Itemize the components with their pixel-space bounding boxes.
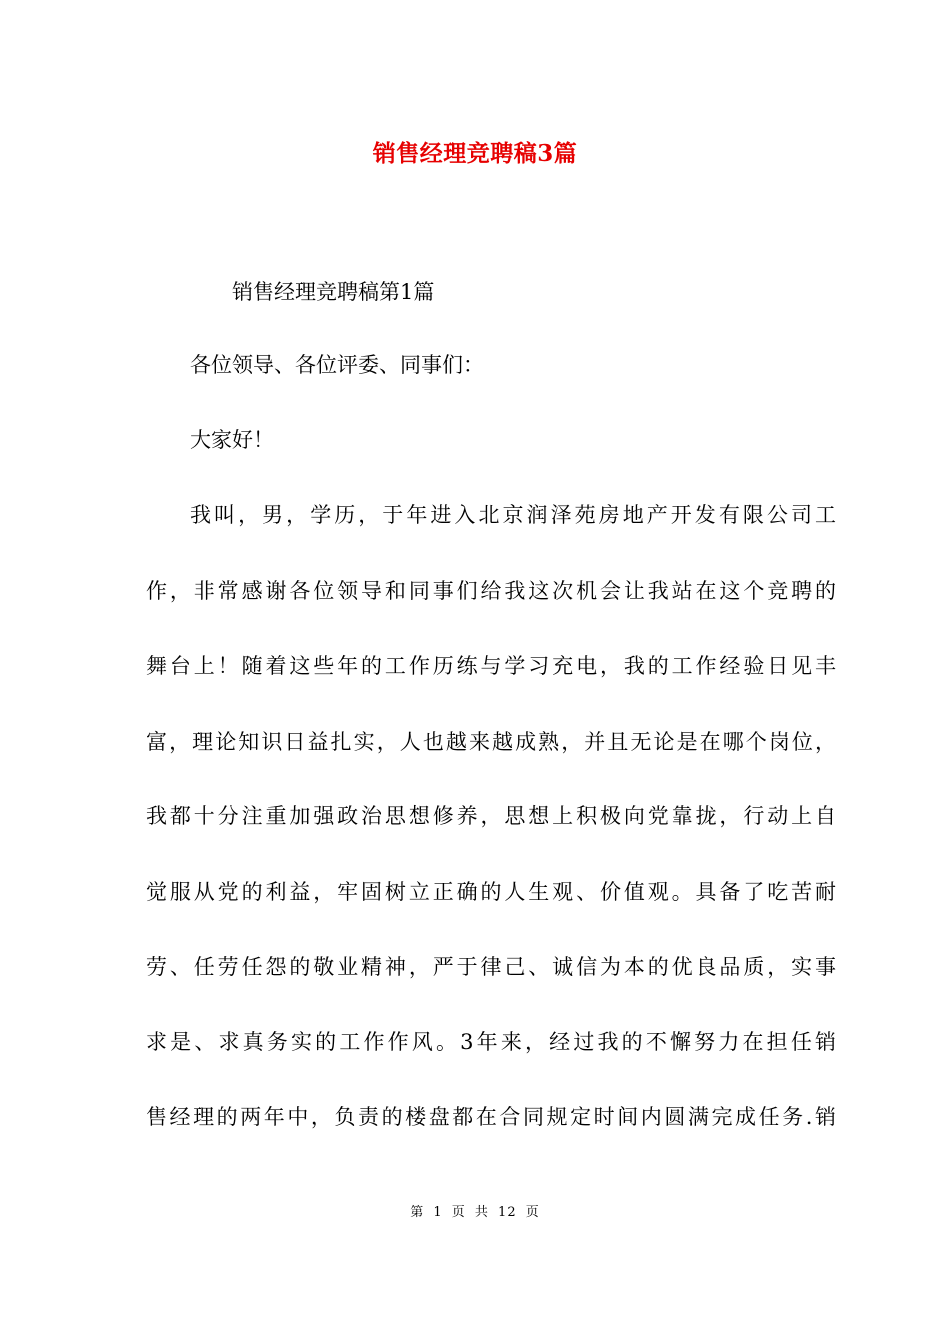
body-line: 作，非常感谢各位领导和同事们给我这次机会让我站在这个竞聘的 — [146, 579, 836, 603]
body-line: 我叫，男，学历，于年进入北京润泽苑房地产开发有限公司工 — [190, 503, 836, 527]
body-line: 觉服从党的利益，牢固树立正确的人生观、价值观。具备了吃苦耐 — [146, 880, 836, 904]
body-line: 求是、求真务实的工作作风。3年来，经过我的不懈努力在担任销 — [146, 1030, 836, 1054]
body-line: 舞台上！随着这些年的工作历练与学习充电，我的工作经验日见丰 — [146, 654, 836, 678]
greeting-paragraph: 大家好！ — [190, 428, 274, 452]
body-line: 我都十分注重加强政治思想修养，思想上积极向党靠拢，行动上自 — [146, 804, 836, 828]
document-title: 销售经理竞聘稿3篇 — [372, 140, 578, 167]
salutation-paragraph: 各位领导、各位评委、同事们： — [190, 353, 484, 377]
body-line: 售经理的两年中，负责的楼盘都在合同规定时间内圆满完成任务.销 — [146, 1105, 836, 1129]
body-line: 劳、任劳任怨的敬业精神，严于律己、诚信为本的优良品质，实事 — [146, 955, 836, 979]
body-line: 富，理论知识日益扎实，人也越来越成熟，并且无论是在哪个岗位， — [146, 730, 836, 754]
page-number-footer: 第 1 页 共 12 页 — [410, 1205, 540, 1220]
section-heading: 销售经理竞聘稿第1篇 — [232, 280, 435, 304]
